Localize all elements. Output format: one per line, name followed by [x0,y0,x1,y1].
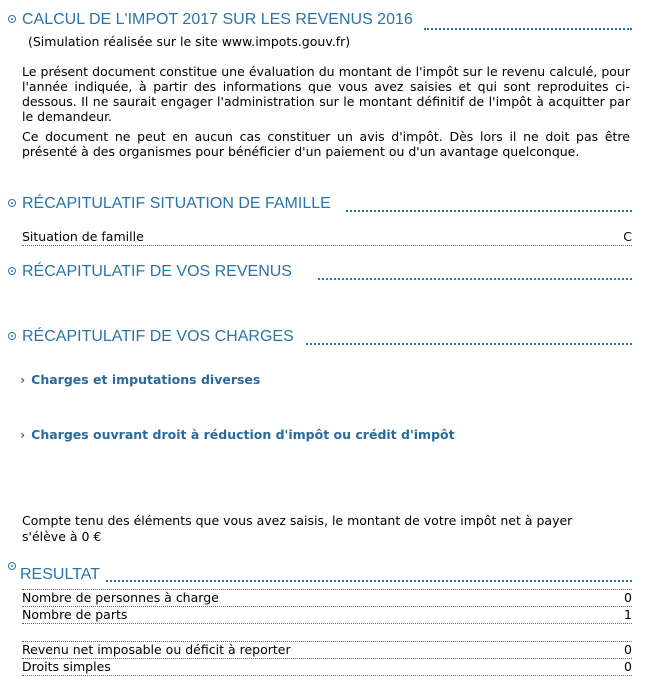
row-situation-famille [22,229,632,246]
section-divider [346,210,632,212]
section-title-resultat: RESULTAT [20,566,101,583]
disclaimer-paragraph: Ce document ne peut en aucun cas constituer un avis d'impôt. Dès lors il ne doit pas être présenté à des organismes pour bénéficier d'un paiement ou d'un avantage quelconque. [22,129,630,159]
charges-imputations-link[interactable] [20,372,260,388]
bullet-icon [8,267,16,275]
row-personnes-charge [22,589,632,607]
bullet-icon [8,332,16,340]
row-label: Droits simples [22,659,111,674]
title-divider [424,28,632,30]
row-nombre-parts [22,607,632,624]
section-divider [306,343,632,345]
link-label: Charges ouvrant droit à réduction d'impôt ou crédit d'impôt [31,427,455,442]
charges-reduction-link[interactable] [20,427,455,443]
chevron-right-icon: › [20,372,26,387]
chevron-right-icon: › [20,427,26,442]
row-label: Nombre de parts [22,607,128,622]
section-title-revenus: RÉCAPITULATIF DE VOS REVENUS [22,263,292,280]
page-title: CALCUL DE L'IMPOT 2017 SUR LES REVENUS 2016 [22,11,413,28]
page-subtitle: (Simulation réalisée sur le site www.impots.gouv.fr) [28,34,351,49]
bullet-icon [8,15,16,23]
intro-paragraph: Le présent document constitue une évaluation du montant de l'impôt sur le revenu calculé, pour l'année indiquée, à partir des informations que vous avez saisies et qui sont reproduites ci-dessous. Il ne saurait engager l'administration sur le montant définitif de l'impôt à acquitter par le demandeur. [22,64,630,124]
row-label: Situation de famille [22,229,144,244]
row-value: 0 [624,642,632,657]
row-droits-simples [22,659,632,676]
row-label: Nombre de personnes à charge [22,590,219,605]
row-value: 0 [624,659,632,674]
row-value: 1 [624,607,632,622]
bullet-icon [8,562,16,570]
section-title-charges: RÉCAPITULATIF DE VOS CHARGES [22,328,294,345]
row-revenu-net [22,641,632,659]
tax-summary: Compte tenu des éléments que vous avez saisis, le montant de votre impôt net à payer s'élève à 0 € [22,513,573,544]
section-divider [318,278,632,280]
link-label: Charges et imputations diverses [31,372,261,387]
section-title-famille: RÉCAPITULATIF SITUATION DE FAMILLE [22,195,331,212]
row-value: 0 [624,590,632,605]
bullet-icon [8,199,16,207]
row-value: C [623,229,632,244]
row-label: Revenu net imposable ou déficit à reporter [22,642,291,657]
section-divider [106,580,632,582]
